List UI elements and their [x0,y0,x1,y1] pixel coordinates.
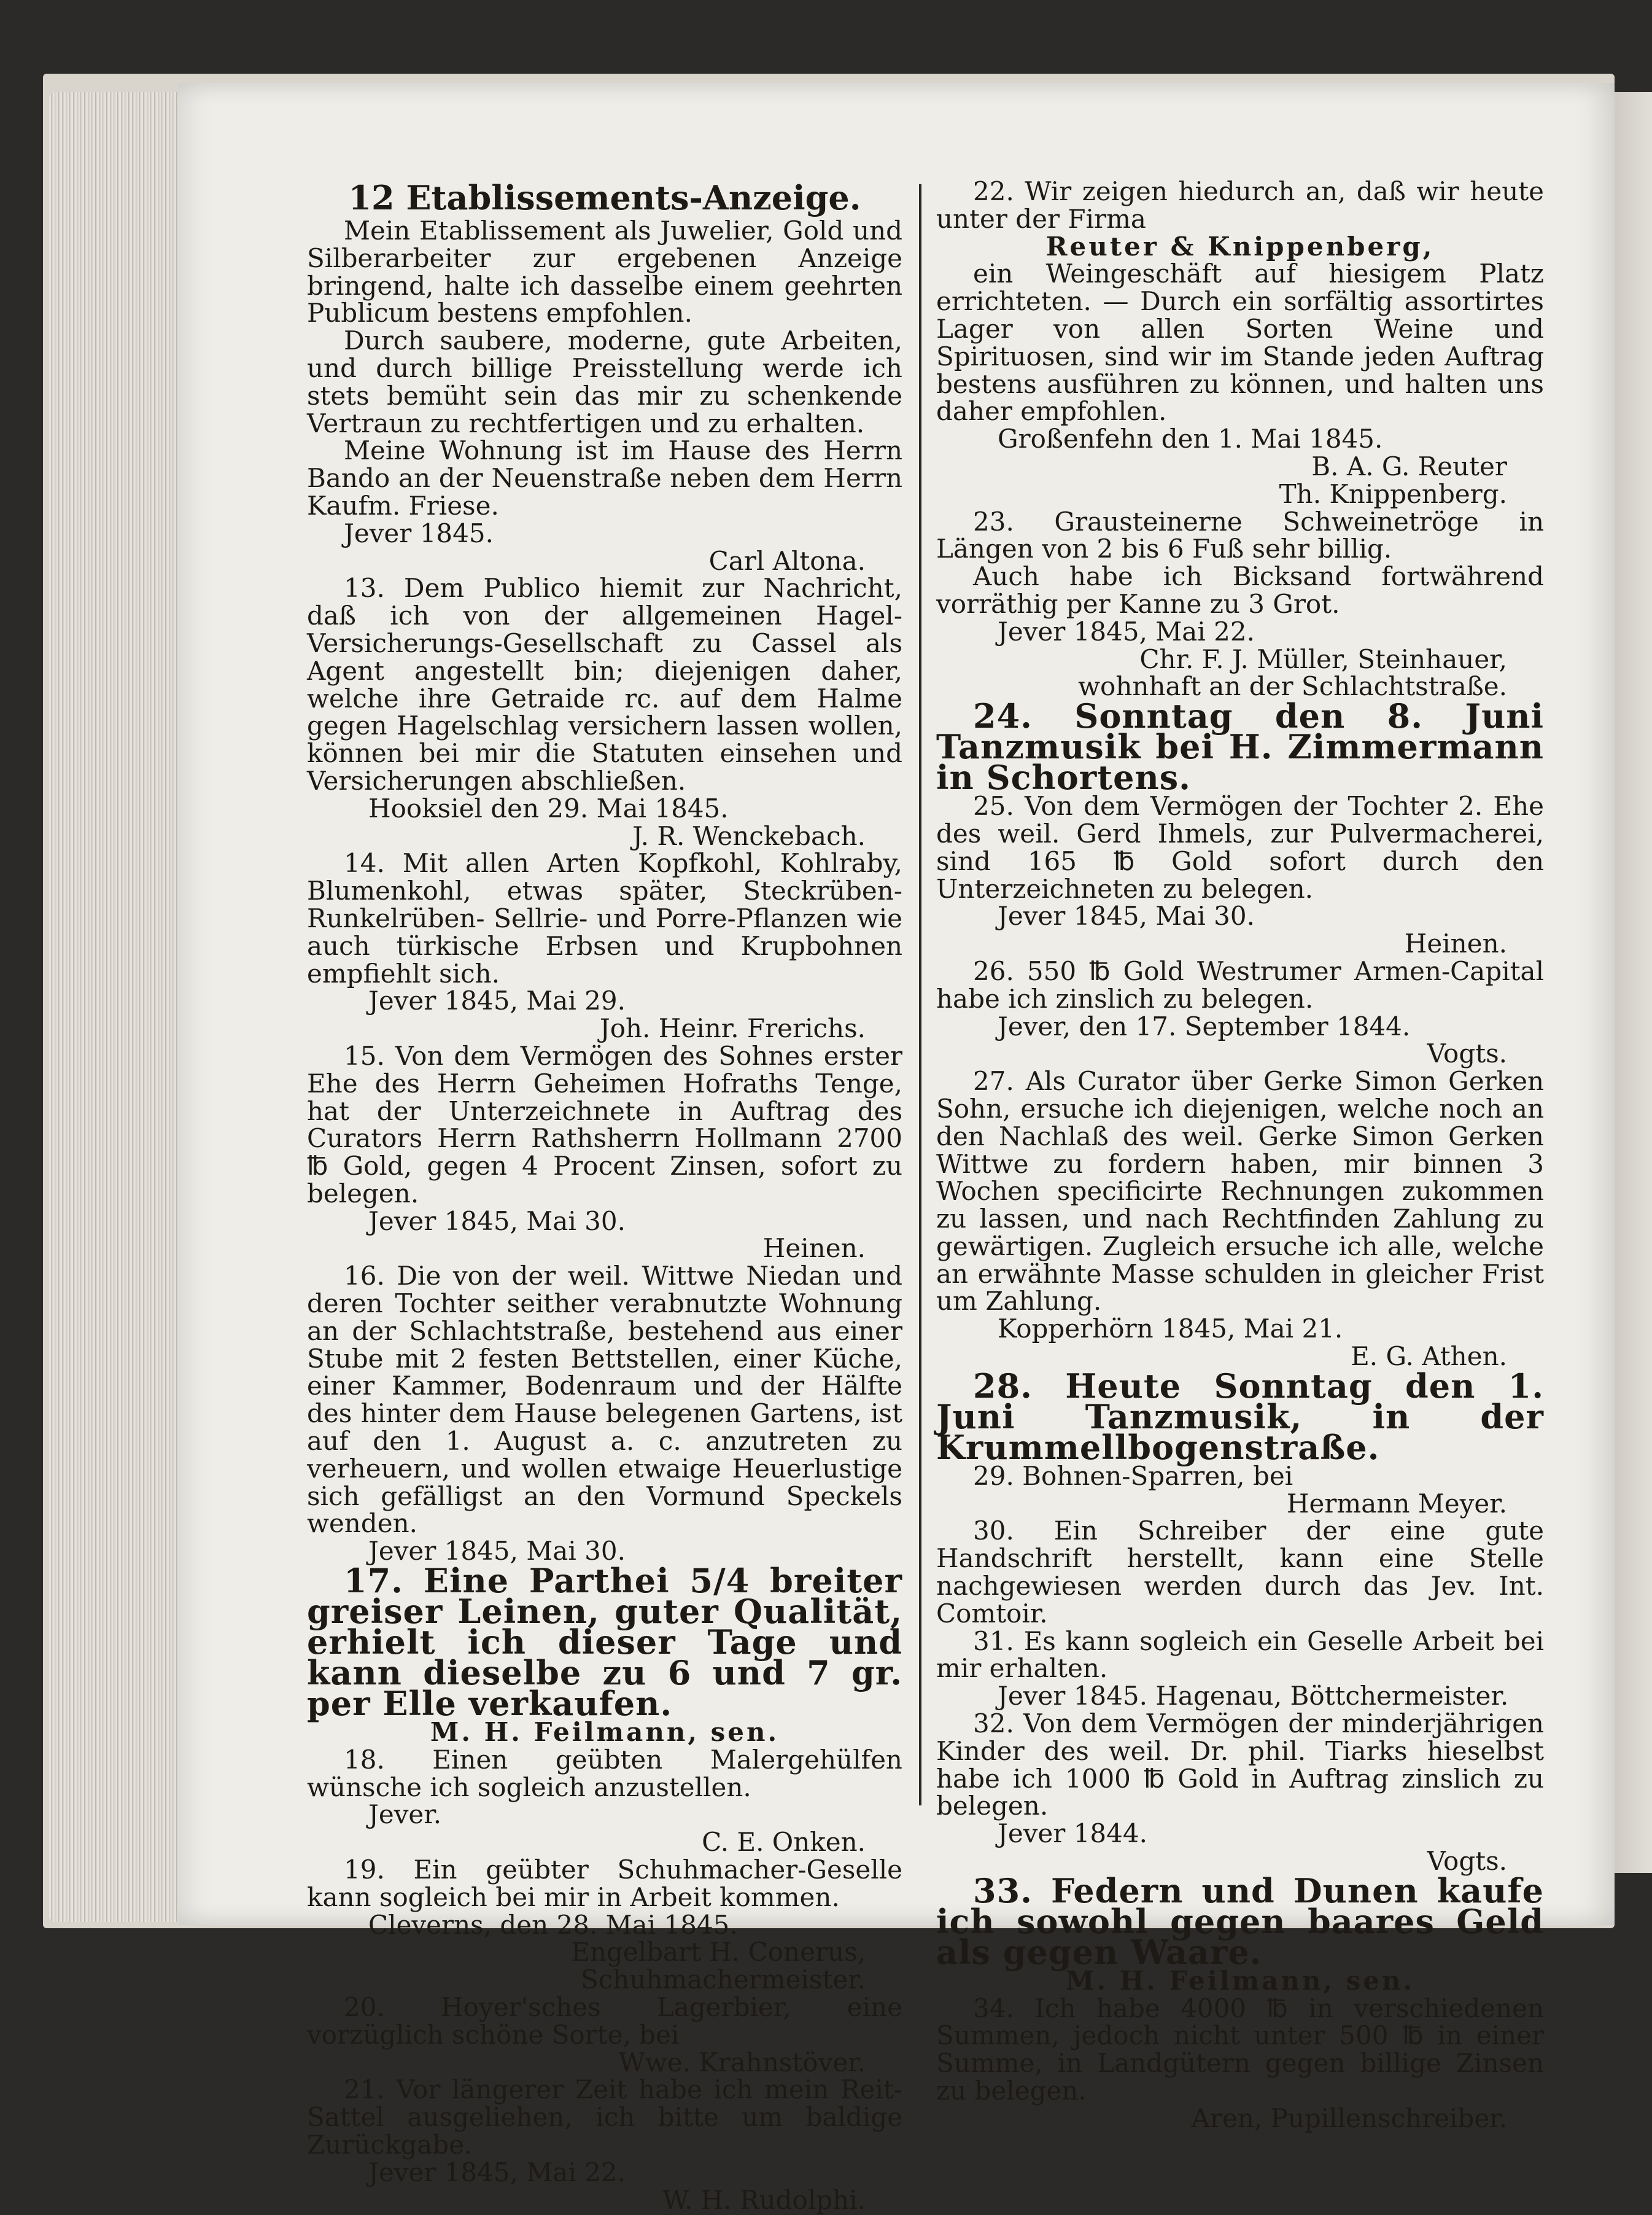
signature-line: W. H. Rudolphi. [662,2184,866,2215]
display-notice: 17. Eine Parthei 5/4 breiter greiser Leinen, guter Qualität, erhielt ich dieser Tage und kann dieselbe zu 6 und 7 gr. per Elle verkaufen. [307,1561,902,1724]
place-date-line: Jever 1844. [998,1818,1147,1849]
notice-paragraph: Mein Etablissement als Juwelier, Gold und Silberarbeiter zur ergebenen Anzeige bringend, halte ich dasselbe einem geehrten Publicum bestens empfohlen. [307,216,902,329]
place-date-line: Jever 1845, Mai 22. [998,616,1255,647]
place-date-line: Hooksiel den 29. Mai 1845. [368,793,729,823]
notice-paragraph: 19. Ein geübter Schuhmacher-Geselle kann sogleich bei mir in Arbeit kommen. [307,1855,902,1912]
signature-line: Engelbart H. Conerus, [571,1937,866,1968]
signature-line: Heinen. [1404,928,1507,959]
signature-line: B. A. G. Reuter [1311,451,1507,481]
notice-paragraph: 18. Einen geübten Malergehülfen wünsche ich sogleich anzustellen. [307,1744,902,1802]
notice-paragraph: 14. Mit allen Arten Kopfkohl, Kohlraby, Blumenkohl, etwas später, Steckrüben- Runkelrüben- Sellrie- und Porre-Pflanzen wie auch türkische Erbsen und Krupbohnen empfiehlt sich. [307,848,902,989]
notice-paragraph: 21. Vor längerer Zeit habe ich mein Reit-Sattel ausgeliehen, ich bitte um baldige Zurückgabe. [307,2074,902,2160]
place-date-line: Jever, den 17. September 1844. [998,1011,1411,1041]
notice-paragraph: 23. Grausteinerne Schweinetröge in Längen von 2 bis 6 Fuß sehr billig. [936,506,1544,564]
notice-paragraph: 25. Von dem Vermögen der Tochter 2. Ehe des weil. Gerd Ihmels, zur Pulvermacherei, sind 165 ℔ Gold sofort durch den Unterzeichneten zu belegen. [936,791,1544,904]
signature-line: E. G. Athen. [1351,1341,1507,1372]
notice-paragraph: 34. Ich habe 4000 ℔ in verschiedenen Summen, jedoch nicht unter 500 ℔ in einer Summe, in Landgütern gegen billige Zinsen zu belegen. [936,1993,1544,2106]
left-column [307,178,902,2214]
signature-line: J. R. Wenckebach. [632,820,866,851]
signature-line: C. E. Onken. [702,1827,866,1858]
right-column [936,178,1544,2133]
notice-paragraph: 30. Ein Schreiber der eine gute Handschrift herstellt, kann eine Stelle nachgewiesen werden durch das Jev. Int. Comtoir. [936,1516,1544,1629]
notice-paragraph: Auch habe ich Bicksand fortwährend vorräthig per Kanne zu 3 Grot. [936,561,1544,619]
place-date-line: Jever. [368,1799,442,1830]
signature-line: Schuhmachermeister. [580,1964,866,1995]
signature-line: Wwe. Krahnstöver. [618,2047,866,2077]
place-date-line: Cleverns, den 28. Mai 1845. [368,1909,738,1940]
notice-paragraph: 29. Bohnen-Sparren, bei [973,1460,1293,1491]
column-divider [919,184,921,1805]
place-date-line: Jever 1845, Mai 29. [368,986,626,1016]
notice-paragraph: 22. Wir zeigen hiedurch an, daß wir heute unter der Firma [936,176,1544,234]
signature-line: Vogts. [1427,1846,1507,1877]
notice-paragraph: Meine Wohnung ist im Hause des Herrn Bando an der Neuenstraße neben dem Herrn Kaufm. Friese. [307,435,902,521]
notice-paragraph: ein Weingeschäft auf hiesigem Platz errichteten. — Durch ein sorfältig assortirtes Lager von allen Sorten Weine und Spirituosen, sind wir im Stande jeden Auftrag bestens ausführen zu können, und halten uns daher empfohlen. [936,259,1544,427]
centered-name: M. H. Feilmann, sen. [1065,1965,1415,1996]
section-heading: 12 Etablissements-Anzeige. [348,178,861,217]
signature-line: Hermann Meyer. [1286,1488,1507,1519]
notice-paragraph: Jever 1845. [344,518,494,548]
display-notice: 33. Federn und Dunen kaufe ich sowohl gegen baares Geld als gegen Waare. [936,1870,1544,1972]
signature-line: Joh. Heinr. Frerichs. [599,1013,866,1044]
notice-paragraph: 31. Es kann sogleich ein Geselle Arbeit bei mir erhalten. [936,1625,1544,1684]
signature-line: wohnhaft an der Schlachtstraße. [1078,671,1507,702]
notice-paragraph: 16. Die von der weil. Wittwe Niedan und deren Tochter seither verabnutzte Wohnung an der Schlachtstraße, bestehend aus einer Stube mit 2 festen Bettstellen, einer Küche, einer Kammer, Bodenraum und der Hälfte des hinter dem Hause belegenen Gartens, ist auf den 1. August a. c. anzutreten zu verheuern, und wollen etwaige Heuerlustige sich gefälligst an den Vormund Speckels wenden. [307,1261,902,1539]
notice-paragraph: 20. Hoyer'sches Lagerbier, eine vorzüglich schöne Sorte, bei [307,1992,902,2050]
notice-paragraph: 26. 550 ℔ Gold Westrumer Armen-Capital habe ich zinslich zu belegen. [936,956,1544,1014]
page-edges [49,92,190,1922]
notice-paragraph: 32. Von dem Vermögen der minderjährigen Kinder des weil. Dr. phil. Tiarks hieselbst habe ich 1000 ℔ Gold in Auftrag zinslich zu belegen. [936,1708,1544,1821]
place-date-line: Jever 1845, Mai 30. [368,1205,626,1236]
place-date-line: Jever 1845. Hagenau, Böttchermeister. [998,1681,1509,1711]
notice-paragraph: Durch saubere, moderne, gute Arbeiten, und durch billige Preisstellung werde ich stets bemüht sein das mir zu schenkende Vertraun zu rechtfertigen und zu erhalten. [307,325,902,438]
place-date-line: Jever 1845, Mai 30. [368,1536,626,1567]
centered-name: M. H. Feilmann, sen. [430,1717,780,1748]
place-date-line: Großenfehn den 1. Mai 1845. [998,424,1383,454]
signature-line: Vogts. [1427,1038,1507,1069]
display-notice: 28. Heute Sonntag den 1. Juni Tanzmusik, in der Krummellbogenstraße. [936,1366,1544,1467]
signature-line: Th. Knippenberg. [1279,478,1507,509]
signature-line: Carl Altona. [708,545,866,576]
place-date-line: Jever 1845, Mai 30. [998,901,1255,932]
notice-paragraph: 27. Als Curator über Gerke Simon Gerken Sohn, ersuche ich diejenigen, welche noch an den Nachlaß des weil. Gerke Simon Gerken Wittwe zu fordern haben, mir binnen 3 Wochen specificirte Rechnungen zukommen zu lassen, und nach Rechtfinden Zahlung zu gewärtigen. Zugleich ersuche ich alle, welche an erwähnte Masse schulden in gleicher Frist um Zahlung. [936,1066,1544,1317]
centered-name: Reuter & Knippenberg, [1045,231,1435,262]
signature-line: Chr. F. J. Müller, Steinhauer, [1139,644,1507,674]
place-date-line: Jever 1845, Mai 22. [368,2157,626,2187]
notice-paragraph: 15. Von dem Vermögen des Sohnes erster Ehe des Herrn Geheimen Hofraths Tenge, hat der Unterzeichnete in Auftrag des Curators Herrn Rathsherrn Hollmann 2700 ℔ Gold, gegen 4 Procent Zinsen, sofort zu belegen. [307,1040,902,1209]
place-date-line: Kopperhörn 1845, Mai 21. [998,1314,1343,1344]
signature-line: Heinen. [762,1233,866,1264]
display-notice: 24. Sonntag den 8. Juni Tanzmusik bei H. Zimmermann in Schortens. [936,696,1544,798]
notice-paragraph: 13. Dem Publico hiemit zur Nachricht, daß ich von der allgemeinen Hagel-Versicherungs-Gesellschaft zu Cassel als Agent angestellt bin; diejenigen daher, welche ihre Getraide rc. auf dem Halme gegen Hagelschlag versichern lassen wollen, können bei mir die Statuten einsehen und Versicherungen abschließen. [307,573,902,796]
signature-line: Aren, Pupillenschreiber. [1191,2103,1507,2133]
